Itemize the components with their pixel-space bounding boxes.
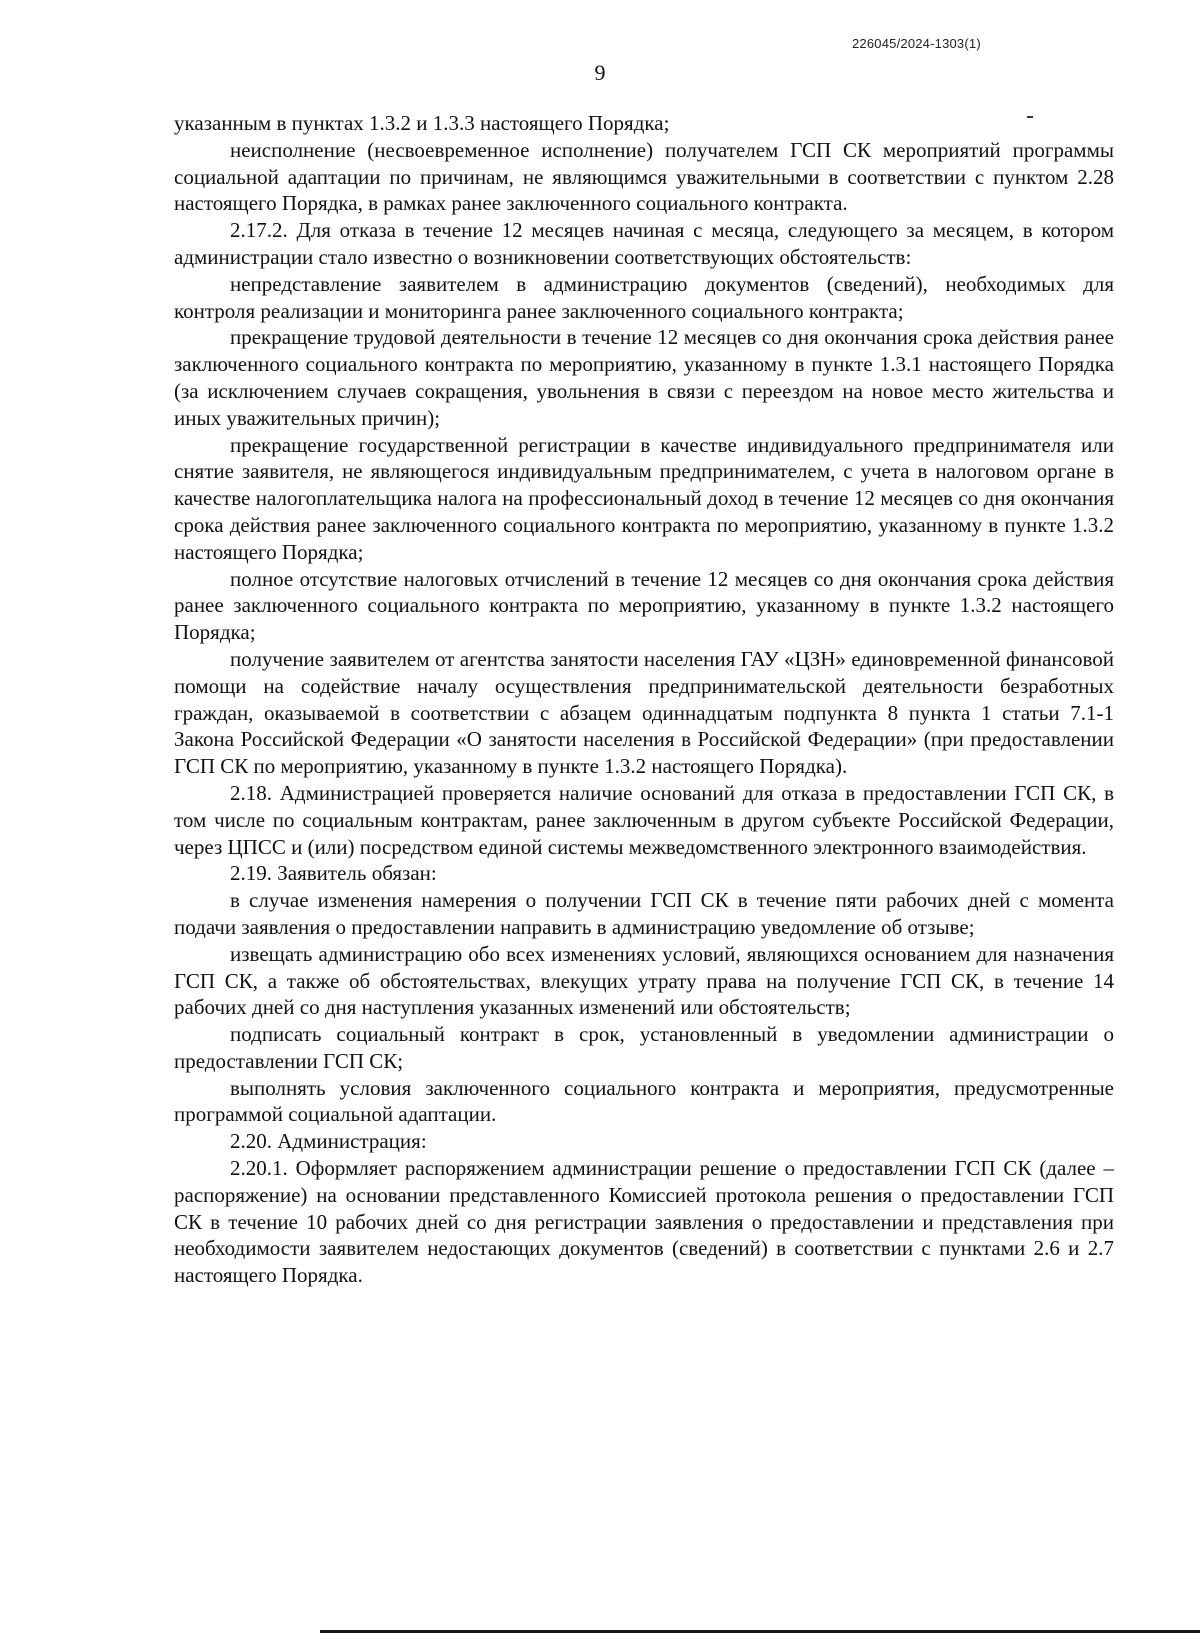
paragraph: 2.19. Заявитель обязан: bbox=[230, 861, 437, 886]
document-body bbox=[174, 110, 1114, 1289]
paragraph: получение заявителем от агентства занятости населения ГАУ «ЦЗН» единовременной финансовой помощи на содействие началу осуществления предпринимательской деятельности безработных граждан, оказываемой в соответствии с абзацем одиннадцатым подпункта 8 пункта 1 статьи 7.1-1 Закона Российской Федерации «О занятости населения в Российской Федерации» (при предоставлении ГСП СК по мероприятию, указанному в пункте 1.3.2 настоящего Порядка). bbox=[174, 646, 1114, 779]
document-registration-number: 226045/2024-1303(1) bbox=[852, 36, 981, 51]
paragraph: неисполнение (несвоевременное исполнение) получателем ГСП СК мероприятий программы социальной адаптации по причинам, не являющимся уважительными в соответствии с пунктом 2.28 настоящего Порядка, в рамках ранее заключенного социального контракта. bbox=[174, 137, 1114, 216]
paragraph: прекращение трудовой деятельности в течение 12 месяцев со дня окончания срока действия ранее заключенного социального контракта по мероприятию, указанному в пункте 1.3.1 настоящего Порядка (за исключением случаев сокращения, увольнения в связи с переездом на новое место жительства и иных уважительных причин); bbox=[174, 325, 1114, 430]
paragraph: 2.17.2. Для отказа в течение 12 месяцев начиная с месяца, следующего за месяцем, в котором администрации стало известно о возникновении соответствующих обстоятельств: bbox=[174, 218, 1114, 269]
paragraph: 2.20.1. Оформляет распоряжением администрации решение о предоставлении ГСП СК (далее – распоряжение) на основании представленного Комиссией протокола решения о предоставлении ГСП СК в течение 10 рабочих дней со дня регистрации заявления о предоставлении и представления при необходимости заявителем недостающих документов (сведений) в соответствии с пунктами 2.6 и 2.7 настоящего Порядка. bbox=[174, 1156, 1114, 1288]
scan-edge-line bbox=[320, 1630, 1200, 1633]
paragraph: непредставление заявителем в администрацию документов (сведений), необходимых для контроля реализации и мониторинга ранее заключенного социального контракта; bbox=[174, 271, 1114, 323]
paragraph: выполнять условия заключенного социального контракта и мероприятия, предусмотренные программой социальной адаптации. bbox=[174, 1075, 1114, 1127]
page-number: 9 bbox=[594, 60, 606, 85]
paragraph: извещать администрацию обо всех изменениях условий, являющихся основанием для назначения ГСП СК, а также об обстоятельствах, влекущих утрату права на получение ГСП СК, в течение 14 рабочих дней со дня наступления указанных изменений или обстоятельств; bbox=[174, 941, 1114, 1020]
paragraph: прекращение государственной регистрации в качестве индивидуального предпринимателя или снятие заявителя, не являющегося индивидуальным предпринимателем, с учета в налоговом органе в качестве налогоплательщика налога на профессиональный доход в течение 12 месяцев со дня окончания срока действия ранее заключенного социального контракта по мероприятию, указанному в пункте 1.3.2 настоящего Порядка; bbox=[174, 432, 1114, 564]
paragraph: полное отсутствие налоговых отчислений в течение 12 месяцев со дня окончания срока действия ранее заключенного социального контракта по мероприятию, указанному в пункте 1.3.2 настоящего Порядка; bbox=[174, 566, 1114, 645]
paragraph: 2.18. Администрацией проверяется наличие оснований для отказа в предоставлении ГСП СК, в том числе по социальным контрактам, ранее заключенным в другом субъекте Российской Федерации, через ЦПСС и (или) посредством единой системы межведомственного электронного взаимодействия. bbox=[174, 780, 1114, 859]
paragraph: 2.20. Администрация: bbox=[230, 1129, 427, 1154]
paragraph: в случае изменения намерения о получении ГСП СК в течение пяти рабочих дней с момента подачи заявления о предоставлении направить в администрацию уведомление об отзыве; bbox=[174, 888, 1114, 939]
paragraph: подписать социальный контракт в срок, установленный в уведомлении администрации о предоставлении ГСП СК; bbox=[174, 1022, 1114, 1073]
paragraph: указанным в пунктах 1.3.2 и 1.3.3 настоящего Порядка; bbox=[174, 111, 670, 135]
